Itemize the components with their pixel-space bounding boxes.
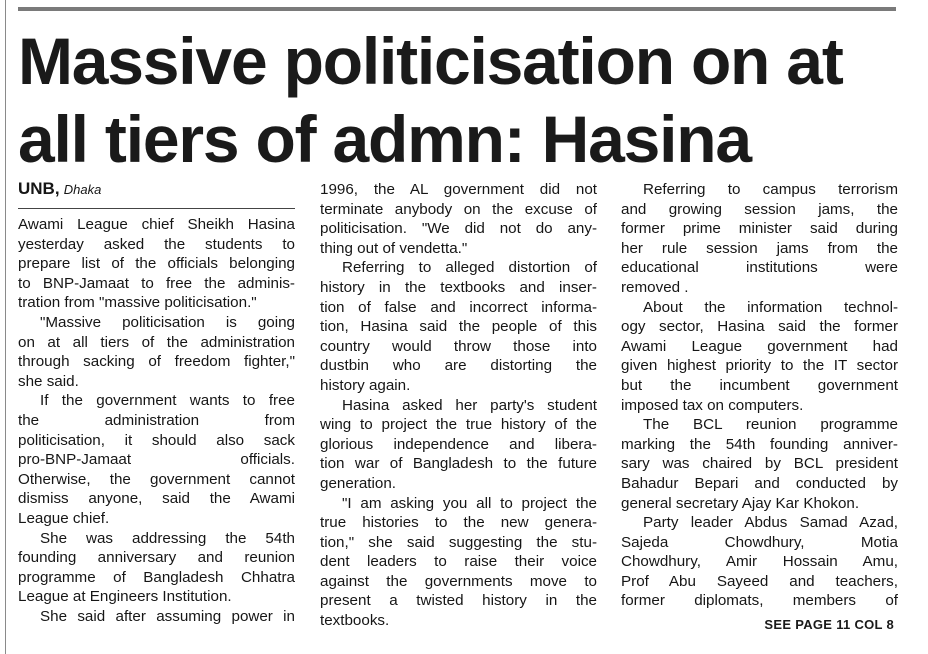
article-text-line: Chowdhury, Amir Hossain Amu, xyxy=(621,553,898,571)
article-column-3 xyxy=(621,180,898,611)
article-text-line: glorious independence and libera- xyxy=(320,435,597,453)
article-text-line: removed . xyxy=(621,278,689,296)
article-text-line: and growing session jams, the xyxy=(621,200,898,218)
article-text-line: to BNP-Jamaat to free the adminis- xyxy=(18,274,295,292)
article-text-line: Awami League government had xyxy=(621,337,898,355)
article-text-line: through sacking of freedom fighter," xyxy=(18,353,295,371)
article-text-line: 1996, the AL government did not xyxy=(320,181,597,198)
article-text-line: tion war of Bangladesh to the future xyxy=(320,455,597,473)
article-text-line: thing out of vendetta." xyxy=(320,239,468,257)
article-text-line: former prime minister said during xyxy=(621,220,898,238)
article-text-line: on at all tiers of the administration xyxy=(18,333,295,351)
article-text-line: former diplomats, members of xyxy=(621,592,898,610)
article-text-line: Bahadur Bepari and conducted by xyxy=(621,474,898,492)
byline xyxy=(18,180,295,209)
article-text-line: Referring to campus terrorism xyxy=(643,181,898,198)
article-text-line: programme of Bangladesh Chhatra xyxy=(18,568,295,586)
article-text-line: She was addressing the 54th xyxy=(40,529,295,547)
article-column-1 xyxy=(18,180,295,626)
article-text-line: Party leader Abdus Samad Azad, xyxy=(643,514,898,532)
article-text-line: "I am asking you all to project the xyxy=(342,494,597,512)
article-text-line: Otherwise, the government cannot xyxy=(18,470,295,488)
article-text-line: Awami League chief Sheikh Hasina xyxy=(18,216,295,233)
headline-line-2: all tiers of admn: Hasina xyxy=(18,102,751,176)
article-text-line: textbooks. xyxy=(320,612,390,630)
article-text-line: "Massive politicisation is going xyxy=(40,313,295,331)
article-text-line: yesterday asked the students to xyxy=(18,235,295,253)
article-text-line: dent leaders to raise their voice xyxy=(320,553,597,571)
article-text-line: Prof Abu Sayeed and teachers, xyxy=(621,572,898,590)
article-text-line: founding anniversary and reunion xyxy=(18,549,295,567)
article-text-line: history in the textbooks and inser- xyxy=(320,278,597,296)
article-text-line: tion, Hasina said the people of this xyxy=(320,318,597,336)
article-text-line: tion," she said suggesting the stu- xyxy=(320,533,597,551)
article-text-line: against the governments move to xyxy=(320,572,597,590)
article-text-line: she said. xyxy=(18,372,79,390)
article-text-line: wing to project the true history of the xyxy=(320,416,597,434)
headline xyxy=(18,22,918,178)
article-text-line: Sajeda Chowdhury, Motia xyxy=(621,533,898,551)
article-text-line: educational institutions were xyxy=(621,259,898,277)
article-text-line: About the information technol- xyxy=(643,298,898,316)
article-text-line: true histories to the new genera- xyxy=(320,514,597,532)
article-text-line: present a twisted history in the xyxy=(320,592,597,610)
article-text-line: terminate anybody on the excuse of xyxy=(320,200,597,218)
article-text-line: Hasina asked her party's student xyxy=(342,396,597,414)
article-text-line: country would throw those into xyxy=(320,337,597,355)
article-text-line: prepare list of the officials belonging xyxy=(18,255,295,273)
article-text-line: ogy sector, Hasina said the former xyxy=(621,318,898,336)
byline-city: Dhaka xyxy=(63,182,102,197)
article-text-line: The BCL reunion programme xyxy=(643,416,898,434)
article-text-line: imposed tax on computers. xyxy=(621,396,804,414)
page-edge-rule xyxy=(5,0,6,654)
article-text-line: dismiss anyone, said the Awami xyxy=(18,490,295,508)
article-text-line: League chief. xyxy=(18,509,110,527)
article-text-line: She said after assuming power in xyxy=(40,607,295,625)
article-text-line: but the incumbent government xyxy=(621,376,898,394)
article-text-line: pro-BNP-Jamaat officials. xyxy=(18,451,295,469)
article-text-line: politicisation. "We did not do any- xyxy=(320,220,597,238)
article-text-line: tion of false and incorrect informa- xyxy=(320,298,597,316)
article-text-line: generation. xyxy=(320,474,396,492)
article-text-line: Referring to alleged distortion of xyxy=(342,259,597,277)
article-text-line: tration from "massive politicisation." xyxy=(18,294,257,312)
article-text-line: politicisation, it should also sack xyxy=(18,431,295,449)
continued-on-notice: SEE PAGE 11 COL 8 xyxy=(764,617,894,632)
article-text-line: given highest priority to the IT sector xyxy=(621,357,898,375)
top-rule xyxy=(18,7,896,11)
article-text-line: sary was chaired by BCL president xyxy=(621,455,898,473)
article-text-line: If the government wants to free xyxy=(40,392,295,410)
article-text-line: the administration from xyxy=(18,411,295,429)
headline-line-1: Massive politicisation on at xyxy=(18,24,843,98)
byline-agency: UNB, xyxy=(18,179,60,198)
article-column-2 xyxy=(320,180,597,631)
article-text-line: history again. xyxy=(320,376,411,394)
article-text-line: dustbin who are distorting the xyxy=(320,357,597,375)
article-text-line: League at Engineers Institution. xyxy=(18,588,232,606)
article-text-line: marking the 54th founding anniver- xyxy=(621,435,898,453)
article-text-line: her rule session jams from the xyxy=(621,239,898,257)
article-text-line: general secretary Ajay Kar Khokon. xyxy=(621,494,860,512)
